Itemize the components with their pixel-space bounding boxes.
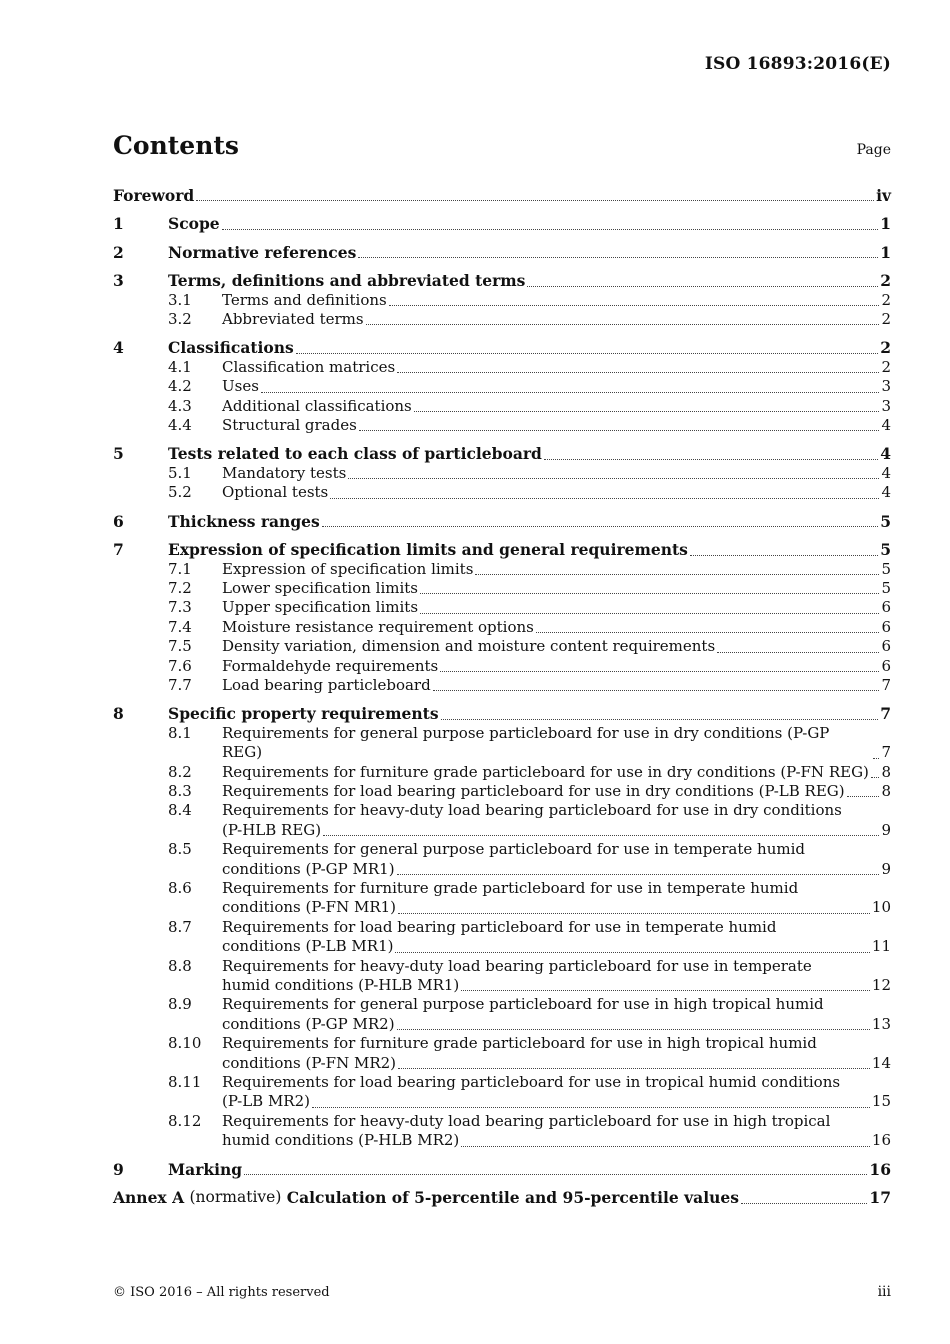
toc-entry-page: 5 (880, 511, 891, 531)
toc-entry[interactable] (113, 483, 891, 502)
toc-entry-line (113, 918, 891, 937)
toc-entry-title: Load bearing particleboard (222, 675, 431, 694)
toc-entry-page: 12 (871, 976, 891, 995)
toc-entry-title: conditions (P-LB MR1) (222, 937, 394, 956)
toc-entry[interactable] (113, 464, 891, 483)
toc-entry[interactable] (113, 560, 891, 579)
toc-entry-page: 16 (869, 1159, 891, 1179)
dot-leader (358, 257, 878, 258)
toc-entry-page: 7 (881, 675, 891, 694)
toc-entry[interactable] (113, 763, 891, 782)
toc-entry-title: Requirements for furniture grade particleboard for use in temperate humid (222, 879, 799, 897)
toc-entry-number: 3.1 (168, 290, 192, 309)
toc-entry-title: Abbreviated terms (222, 310, 364, 329)
toc-entry-page: 17 (869, 1188, 891, 1208)
toc-entry[interactable] (113, 416, 891, 435)
dot-leader (461, 1146, 870, 1147)
toc-entry-page: 10 (871, 898, 891, 917)
toc-entry-title: humid conditions (P-HLB MR2) (222, 1131, 460, 1150)
dot-leader (717, 652, 879, 653)
toc-entry-page: 8 (881, 781, 891, 800)
toc-entry[interactable] (113, 704, 891, 723)
toc-entry[interactable] (113, 358, 891, 377)
dot-leader (461, 990, 870, 991)
toc-entry[interactable] (113, 821, 891, 840)
toc-entry-number: 7.3 (168, 598, 192, 617)
toc-entry-number: 8.6 (168, 879, 192, 897)
toc-entry[interactable] (113, 637, 891, 656)
toc-entry-number: 8.7 (168, 917, 192, 936)
toc-entry-title: Requirements for furniture grade particleboard for use in dry conditions (P-FN REG) (222, 762, 869, 781)
annex-label: Annex A (113, 1188, 185, 1208)
toc-entry-title: Classification matrices (222, 357, 396, 376)
toc-entry[interactable] (113, 976, 891, 995)
toc-entry-number: 8.3 (168, 781, 192, 800)
dot-leader (536, 632, 880, 633)
toc-entry-number: 8.12 (168, 1111, 202, 1130)
toc-entry[interactable] (113, 310, 891, 329)
toc-entry-page: 5 (881, 559, 891, 578)
toc-entry-page: 9 (881, 859, 891, 878)
dot-leader (397, 874, 880, 875)
toc-entry-title: Requirements for load bearing particleboard for use in temperate humid (222, 917, 777, 936)
toc-entry-number: 7.6 (168, 656, 192, 675)
toc-entry[interactable] (113, 898, 891, 917)
dot-leader (433, 690, 880, 691)
dot-leader (222, 229, 879, 230)
dot-leader (397, 1029, 870, 1030)
toc-entry[interactable] (113, 186, 891, 205)
toc-entry-title: conditions (P-GP MR1) (222, 859, 395, 878)
toc-entry-number: 8.5 (168, 840, 192, 859)
toc-entry[interactable] (113, 243, 891, 262)
toc-entry-title: Classifications (168, 338, 294, 358)
dot-leader (348, 478, 879, 479)
dot-leader (475, 574, 879, 575)
toc-entry-page: 2 (880, 338, 891, 358)
toc-entry[interactable] (113, 860, 891, 879)
toc-entry-title: Calculation of 5-percentile and 95-percentile values (286, 1188, 739, 1208)
toc-entry-title: Requirements for general purpose particleboard for use in high tropical humid (222, 995, 824, 1014)
toc-entry[interactable] (113, 676, 891, 695)
toc-entry-number: 8.1 (168, 723, 192, 742)
toc-entry[interactable] (113, 444, 891, 463)
toc-entry-number: 7.7 (168, 675, 192, 694)
toc-entry-number: 7.1 (168, 559, 192, 578)
toc-entry-title: Specific property requirements (168, 704, 439, 724)
toc-entry-number: 7 (113, 540, 124, 560)
dot-leader (441, 719, 879, 720)
toc-entry-title: (P-HLB REG) (222, 820, 322, 839)
toc-entry-number: 4.3 (168, 396, 192, 415)
toc-entry[interactable] (113, 598, 891, 617)
toc-entry-title: Requirements for heavy-duty load bearing particleboard for use in temperate (222, 956, 812, 975)
document-page (113, 0, 891, 1344)
toc-entry-number: 4.2 (168, 377, 192, 396)
toc-entry-line (113, 1112, 891, 1131)
toc-entry-title: Moisture resistance requirement options (222, 617, 534, 636)
toc-entry-title: Formaldehyde requirements (222, 656, 439, 675)
toc-entry-page: 14 (871, 1053, 891, 1072)
toc-entry-title: Requirements for load bearing particleboard for use in tropical humid conditions (222, 1073, 841, 1092)
toc-entry-page: 11 (871, 937, 891, 956)
toc-entry-page: 15 (871, 1092, 891, 1111)
toc-entry-page: 2 (881, 290, 891, 309)
dot-leader (873, 758, 879, 759)
document-id: ISO 16893:2016(E) (704, 54, 891, 74)
dot-leader (847, 796, 880, 797)
toc-entry-page: 5 (880, 540, 891, 560)
toc-entry-number: 8.11 (168, 1073, 202, 1092)
toc-entry[interactable] (113, 657, 891, 676)
toc-entry[interactable] (113, 724, 891, 763)
toc-entry-page: iv (876, 186, 891, 205)
toc-entry-page: 6 (881, 617, 891, 636)
toc-entry-page: 6 (881, 598, 891, 617)
dot-leader (323, 835, 879, 836)
toc-entry-page: 5 (881, 578, 891, 597)
toc-entry[interactable] (113, 1092, 891, 1111)
toc-entry-title: Requirements for general purpose particleboard for use in dry conditions (P-GP REG) (222, 723, 830, 762)
dot-leader (389, 305, 880, 306)
dot-leader (398, 1068, 870, 1069)
toc-entry-title: conditions (P-GP MR2) (222, 1014, 395, 1033)
toc-entry[interactable] (113, 397, 891, 416)
toc-entry-title: conditions (P-FN MR2) (222, 1053, 397, 1072)
dot-leader (196, 200, 874, 201)
toc-entry[interactable] (113, 1188, 891, 1207)
dot-leader (296, 353, 878, 354)
toc-entry-number: 7.4 (168, 617, 192, 636)
toc-entry-title: Requirements for heavy-duty load bearing particleboard for use in high tropical (222, 1111, 831, 1130)
toc-entry-page: 6 (881, 637, 891, 656)
toc-entry[interactable] (113, 1160, 891, 1179)
dot-leader (527, 286, 878, 287)
dot-leader (871, 777, 880, 778)
toc-entry-title: Uses (222, 377, 259, 396)
toc-entry-title: Density variation, dimension and moisture content requirements (222, 637, 716, 656)
dot-leader (397, 372, 879, 373)
toc-entry-title: Requirements for load bearing particleboard for use in dry conditions (P-LB REG) (222, 781, 845, 800)
dot-leader (420, 593, 879, 594)
dot-leader (544, 459, 878, 460)
toc-entry-title: Requirements for general purpose particleboard for use in temperate humid (222, 840, 805, 859)
toc-entry-page: 4 (881, 416, 891, 435)
toc-entry-page: 1 (880, 214, 891, 234)
toc-entry-number: 3 (113, 271, 124, 291)
page-column-label: Page (856, 142, 891, 158)
toc-entry-number: 8.2 (168, 762, 192, 781)
dot-leader (359, 430, 880, 431)
toc-entry-page: 13 (871, 1014, 891, 1033)
toc-entry-page: 4 (880, 444, 891, 464)
dot-leader (741, 1203, 867, 1204)
dot-leader (322, 526, 878, 527)
toc-entry-title: Expression of specification limits and general requirements (168, 540, 688, 560)
toc-entry-number: 5 (113, 444, 124, 464)
toc-entry-title: Requirements for furniture grade particleboard for use in high tropical humid (222, 1034, 817, 1053)
dot-leader (330, 498, 879, 499)
toc-entry-title: Requirements for heavy-duty load bearing particleboard for use in dry conditions (222, 801, 842, 820)
toc-entry[interactable] (113, 618, 891, 637)
toc-entry[interactable] (113, 540, 891, 559)
toc-entry-line (113, 1073, 891, 1092)
dot-leader (690, 555, 878, 556)
toc-entry-page: 16 (871, 1131, 891, 1150)
toc-entry-page: 2 (881, 357, 891, 376)
toc-entry-number: 7.2 (168, 578, 192, 597)
toc-entry-title: conditions (P-FN MR1) (222, 898, 397, 917)
contents-title: Contents (113, 131, 240, 160)
toc-entry-title: Terms and definitions (222, 290, 387, 309)
toc-entry-title: Thickness ranges (168, 511, 320, 531)
table-of-contents (113, 186, 891, 1208)
toc-entry-title: Normative references (168, 242, 357, 262)
toc-entry-page: 4 (881, 463, 891, 482)
toc-entry-line (113, 879, 891, 898)
toc-entry-line (113, 957, 891, 976)
page-number: iii (877, 1284, 891, 1300)
toc-entry-title: Upper specification limits (222, 598, 419, 617)
toc-entry-title: humid conditions (P-HLB MR1) (222, 976, 460, 995)
toc-entry-page: 3 (881, 396, 891, 415)
toc-entry-page: 2 (880, 271, 891, 291)
toc-entry-line (113, 1034, 891, 1053)
toc-entry[interactable] (113, 338, 891, 357)
copyright-notice: © ISO 2016 – All rights reserved (113, 1285, 330, 1300)
toc-entry-line (113, 995, 891, 1014)
toc-entry-title: (P-LB MR2) (222, 1092, 310, 1111)
toc-entry-number: 5.2 (168, 483, 192, 502)
toc-entry[interactable] (113, 214, 891, 233)
toc-entry-title: Additional classifications (222, 396, 412, 415)
toc-entry-line (113, 801, 891, 820)
dot-leader (312, 1107, 870, 1108)
dot-leader (244, 1174, 867, 1175)
toc-entry-title: Terms, definitions and abbreviated terms (168, 271, 526, 291)
toc-entry-number: 8 (113, 704, 124, 724)
toc-entry[interactable] (113, 1054, 891, 1073)
toc-entry[interactable] (113, 291, 891, 310)
toc-entry-title: Foreword (113, 186, 195, 205)
toc-entry-title: Tests related to each class of particleboard (168, 444, 542, 464)
toc-entry-title: Scope (168, 214, 220, 234)
toc-entry-page: 6 (881, 656, 891, 675)
toc-entry-title: Expression of specification limits (222, 559, 474, 578)
toc-entry[interactable] (113, 782, 891, 801)
toc-entry[interactable] (113, 1015, 891, 1034)
dot-leader (398, 913, 870, 914)
dot-leader (261, 392, 880, 393)
dot-leader (414, 411, 880, 412)
toc-entry-number: 8.4 (168, 801, 192, 820)
toc-entry-number: 1 (113, 214, 124, 234)
toc-entry-page: 9 (881, 820, 891, 839)
dot-leader (395, 952, 869, 953)
dot-leader (366, 324, 880, 325)
toc-entry[interactable] (113, 1131, 891, 1150)
toc-entry-number: 8.9 (168, 995, 192, 1014)
toc-entry[interactable] (113, 271, 891, 290)
toc-entry-number: 4.1 (168, 357, 192, 376)
toc-entry[interactable] (113, 512, 891, 531)
toc-entry-number: 2 (113, 242, 124, 262)
toc-entry-line (113, 840, 891, 859)
toc-entry-number: 9 (113, 1159, 124, 1179)
toc-entry-number: 5.1 (168, 463, 192, 482)
toc-entry-page: 7 (881, 743, 891, 762)
toc-entry-number: 6 (113, 511, 124, 531)
toc-entry-title: Marking (168, 1159, 243, 1179)
toc-entry-number: 4 (113, 338, 124, 358)
toc-entry-page: 4 (881, 483, 891, 502)
toc-entry-page: 7 (880, 704, 891, 724)
dot-leader (440, 671, 879, 672)
toc-entry-title: Mandatory tests (222, 463, 347, 482)
toc-entry-page: 3 (881, 377, 891, 396)
toc-entry-number: 7.5 (168, 637, 192, 656)
toc-entry-number: 4.4 (168, 416, 192, 435)
toc-entry-number: 8.10 (168, 1034, 202, 1053)
toc-entry[interactable] (113, 579, 891, 598)
toc-entry[interactable] (113, 937, 891, 956)
toc-entry-title: Lower specification limits (222, 578, 418, 597)
dot-leader (420, 613, 879, 614)
toc-entry-page: 8 (881, 762, 891, 781)
annex-type-note: (normative) (189, 1188, 282, 1207)
toc-entry-page: 2 (881, 310, 891, 329)
toc-entry-title: Optional tests (222, 483, 329, 502)
toc-entry-number: 3.2 (168, 310, 192, 329)
toc-entry-page: 1 (880, 242, 891, 262)
toc-entry[interactable] (113, 377, 891, 396)
toc-entry-title: Structural grades (222, 416, 357, 435)
toc-entry-number: 8.8 (168, 956, 192, 975)
